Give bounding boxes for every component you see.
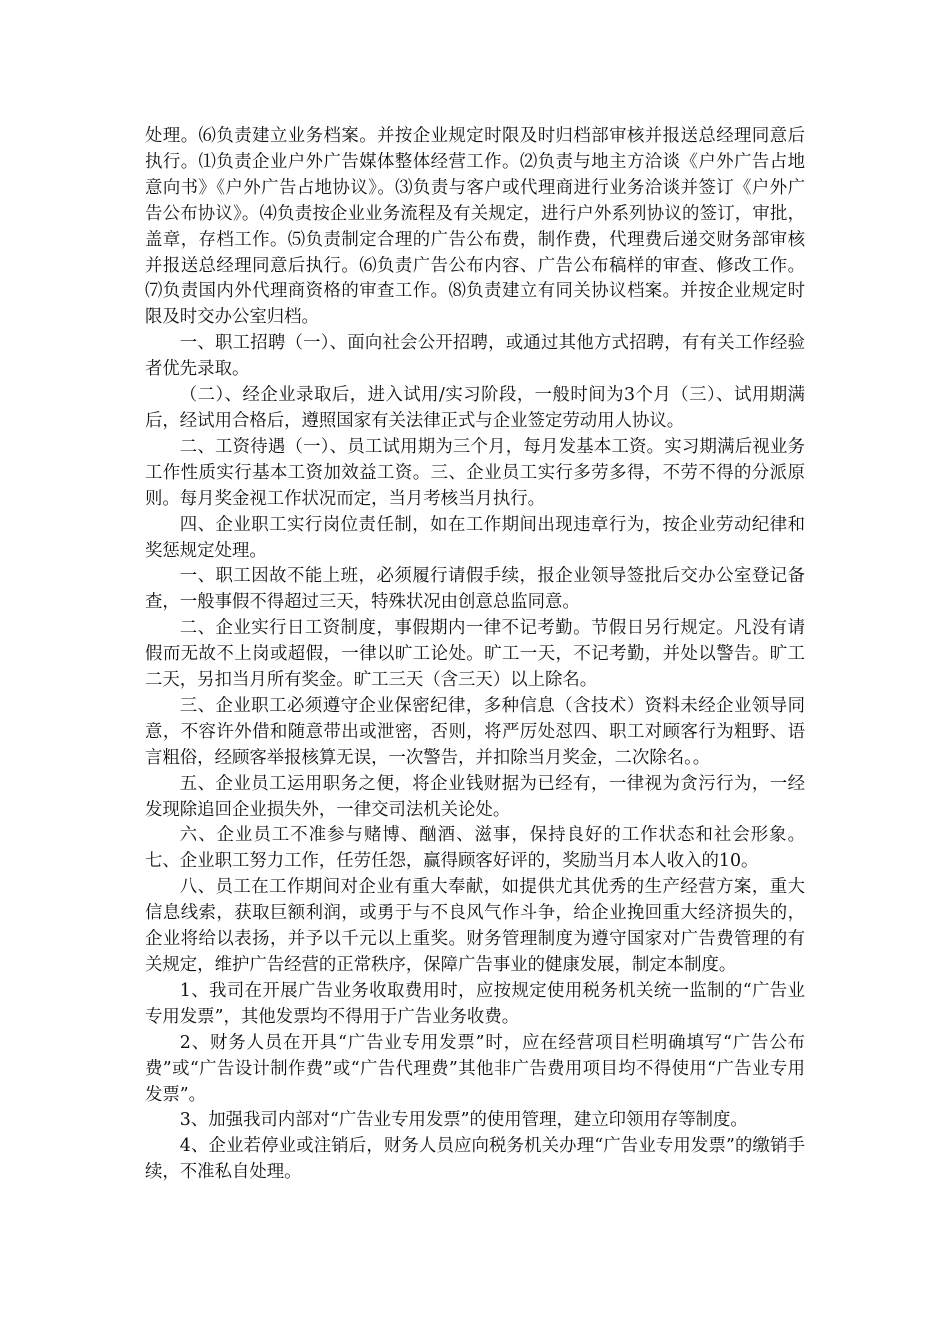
paragraph: 一、职工招聘（一）、面向社会公开招聘，或通过其他方式招聘，有有关工作经验者优先录取。 (145, 333, 805, 380)
paragraph: 五、企业员工运用职务之便，将企业钱财据为已经有，一律视为贪污行为，一经发现除追回企业损失外，一律交司法机关论处。 (145, 773, 805, 820)
paragraph: 八、员工在工作期间对企业有重大奉献，如提供尤其优秀的生产经营方案，重大信息线索，获取巨额利润，或勇于与不良风气作斗争，给企业挽回重大经济损失的，企业将给以表扬，并予以千元以上重奖。财务管理制度为遵守国家对广告费管理的有关规定，维护广告经营的正常秩序，保障广告事业的健康发展，制定本制度。 (145, 877, 805, 975)
paragraph: 4、企业若停业或注销后，财务人员应向税务机关办理“广告业专用发票”的缴销手续，不准私自处理。 (145, 1136, 805, 1183)
paragraph: 一、职工因故不能上班，必须履行请假手续，报企业领导签批后交办公室登记备查，一般事假不得超过三天，特殊状况由创意总监同意。 (145, 566, 805, 613)
paragraph: 四、企业职工实行岗位责任制，如在工作期间出现违章行为，按企业劳动纪律和奖惩规定处理。 (145, 514, 805, 561)
paragraph: （二）、经企业录取后，进入试用/实习阶段，一般时间为3个月（三）、试用期满后，经试用合格后，遵照国家有关法律正式与企业签定劳动用人协议。 (145, 385, 805, 431)
paragraph: 三、企业职工必须遵守企业保密纪律，多种信息（含技术）资料未经企业领导同意，不容许外借和随意带出或泄密，否则，将严厉处怼四、职工对顾客行为粗野、语言粗俗，经顾客举报核算无误，一次警告，并扣除当月奖金，二次除名。。 (145, 695, 805, 768)
paragraph: 2、财务人员在开具“广告业专用发票”时，应在经营项目栏明确填写“广告公布费”或“广告设计制作费”或“广告代理费”其他非广告费用项目均不得使用“广告业专用发票”。 (145, 1032, 805, 1105)
paragraph: 六、企业员工不准参与赌博、酗酒、滋事，保持良好的工作状态和社会形象。七、企业职工努力工作，任劳任怨，赢得顾客好评的，奖励当月本人收入的10。 (145, 825, 805, 872)
paragraph: 二、企业实行日工资制度，事假期内一律不记考勤。节假日另行规定。凡没有请假而无故不上岗或超假，一律以旷工论处。旷工一天，不记考勤，并处以警告。旷工二天，另扣当月所有奖金。旷工三天（含三天）以上除名。 (145, 618, 805, 691)
paragraph: 3、加强我司内部对“广告业专用发票”的使用管理，建立印领用存等制度。 (179, 1110, 748, 1131)
paragraph: 1、我司在开展广告业务收取费用时，应按规定使用税务机关统一监制的“广告业专用发票”，其他发票均不得用于广告业务收费。 (145, 980, 805, 1027)
paragraph: 二、工资待遇（一）、员工试用期为三个月，每月发基本工资。实习期满后视业务工作性质实行基本工资加效益工资。三、企业员工实行多劳多得，不劳不得的分派原则。每月奖金视工作状况而定，当月考核当月执行。 (145, 436, 805, 509)
paragraph: 处理。⑹负责建立业务档案。并按企业规定时限及时归档部审核并报送总经理同意后执行。⑴负责企业户外广告媒体整体经营工作。⑵负责与地主方洽谈《户外广告占地意向书》《户外广告占地协议》。⑶负责与客户或代理商进行业务洽谈并签订《户外广告公布协议》。⑷负责按企业业务流程及有关规定，进行户外系列协议的签订，审批，盖章，存档工作。⑸负责制定合理的广告公布费，制作费，代理费后递交财务部审核并报送总经理同意后执行。⑹负责广告公布内容、广告公布稿样的审查、修改工作。⑺负责国内外代理商资格的审查工作。⑻负责建立有同关协议档案。并按企业规定时限及时交办公室归档。 (145, 126, 805, 328)
document-body (145, 124, 805, 1186)
